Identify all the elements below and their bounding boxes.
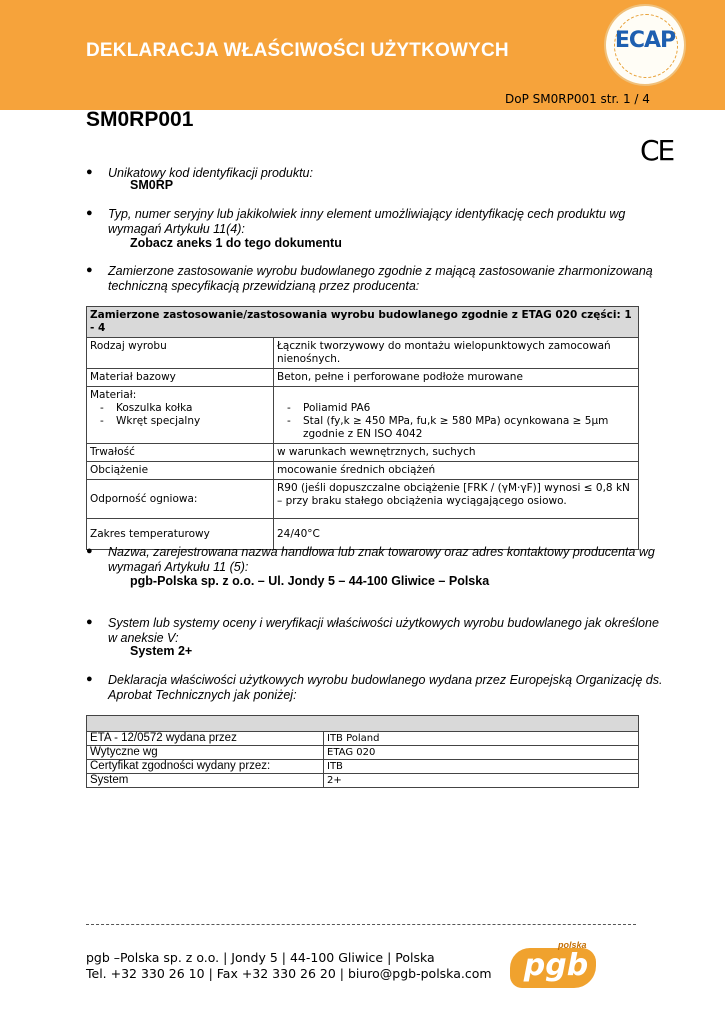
sub-label: - Wkręt specjalny <box>100 415 201 427</box>
bullet-icon: ● <box>86 264 93 276</box>
row-label: ETA - 12/0572 wydana przez <box>87 732 324 746</box>
table-header-cell: Zamierzone zastosowanie/zastosowania wyrobu budowlanego zgodnie z ETAG 020 części: 1 - 4 <box>87 307 639 338</box>
row-value: w warunkach wewnętrznych, suchych <box>274 444 639 462</box>
pgb-logo-text: pgb <box>523 948 589 983</box>
item-value: Zobacz aneks 1 do tego dokumentu <box>130 236 342 250</box>
row-label: Materiał: <box>90 389 137 401</box>
bullet-icon: ● <box>86 673 93 685</box>
bullet-icon: ● <box>86 545 93 557</box>
row-label: Obciążenie <box>87 462 274 480</box>
row-value: ITB <box>324 760 639 774</box>
row-value: Beton, pełne i perforowane podłoże murowane <box>274 369 639 387</box>
row-value-material <box>274 387 639 444</box>
item-value: SM0RP <box>130 178 174 192</box>
table-row <box>87 760 639 774</box>
row-label: Materiał bazowy <box>87 369 274 387</box>
row-label: Odporność ogniowa: <box>87 480 274 519</box>
row-label: System <box>87 774 324 788</box>
table-row <box>87 444 639 462</box>
ecap-logo-text: ECAP <box>614 28 676 53</box>
row-value: 2+ <box>324 774 639 788</box>
item-text: Unikatowy kod identyfikacji produktu: <box>108 166 313 180</box>
table-row <box>87 369 639 387</box>
bullet-icon: ● <box>86 166 93 178</box>
sub-label: - Koszulka kołka <box>100 402 193 414</box>
document-title: DEKLARACJA WŁAŚCIWOŚCI UŻYTKOWYCH <box>86 40 509 61</box>
footer-address: pgb –Polska sp. z o.o. | Jondy 5 | 44-100 Gliwice | Polska <box>86 950 435 965</box>
item-value: pgb-Polska sp. z o.o. – Ul. Jondy 5 – 44-100 Gliwice – Polska <box>130 574 490 588</box>
bullet-icon: ● <box>86 616 93 628</box>
item-value: System 2+ <box>130 644 193 658</box>
table-header-row <box>87 307 639 338</box>
table-row <box>87 732 639 746</box>
row-label: Wytyczne wg <box>87 746 324 760</box>
row-value: mocowanie średnich obciążeń <box>274 462 639 480</box>
row-label: Trwałość <box>87 444 274 462</box>
product-code-heading: SM0RP001 <box>86 108 194 131</box>
bullet-icon: ● <box>86 207 93 219</box>
item-text: Deklaracja właściwości użytkowych wyrobu budowlanego wydana przez Europejską Organizację ds. Aprobat Technicznych jak poniżej: <box>108 673 663 702</box>
item-text: Typ, numer seryjny lub jakikolwiek inny element umożliwiający identyfikację cech produktu wg wymagań Artykułu 11(4): <box>108 207 626 236</box>
row-label: Certyfikat zgodności wydany przez: <box>87 760 324 774</box>
row-value: R90 (jeśli dopuszczalne obciążenie [FRK / (γM·γF)] wynosi ≤ 0,8 kN – przy braku stałego obciążenia wyciągającego osiowo. <box>274 480 639 519</box>
footer-divider <box>86 924 636 925</box>
row-value: ITB Poland <box>324 732 639 746</box>
row-label: Rodzaj wyrobu <box>87 338 274 369</box>
usage-table <box>86 306 639 550</box>
ecap-logo <box>604 4 686 86</box>
item-text: Zamierzone zastosowanie wyrobu budowlanego zgodnie z mającą zastosowanie zharmonizowaną techniczną specyfikacją przewidzianą przez producenta: <box>108 264 653 293</box>
page-reference: DoP SM0RP001 str. 1 / 4 <box>505 92 650 106</box>
row-value: Łącznik tworzywowy do montażu wielopunktowych zamocowań nienośnych. <box>274 338 639 369</box>
item-text: Nazwa, zarejestrowana nazwa handlowa lub znak towarowy oraz adres kontaktowy producenta wg wymagań Artykułu 11 (5): <box>108 545 655 574</box>
row-label-material <box>87 387 274 444</box>
table-row <box>87 462 639 480</box>
footer-contact: Tel. +32 330 26 10 | Fax +32 330 26 20 | biuro@pgb-polska.com <box>86 966 492 981</box>
ce-mark-icon: CE <box>640 134 674 167</box>
table-row <box>87 746 639 760</box>
table-header-row <box>87 716 639 732</box>
pgb-logo <box>510 940 596 988</box>
sub-value: - Poliamid PA6 <box>287 402 371 414</box>
table-row <box>87 774 639 788</box>
row-value: 24/40°C <box>274 519 639 550</box>
table-row <box>87 387 639 444</box>
row-value: ETAG 020 <box>324 746 639 760</box>
row-label: Zakres temperaturowy <box>87 519 274 550</box>
sub-value: - Stal (fy,k ≥ 450 MPa, fu,k ≥ 580 MPa) ocynkowana ≥ 5µm zgodnie z EN ISO 4042 <box>287 415 609 440</box>
table-row <box>87 480 639 519</box>
pgb-logo-small: polska <box>558 940 587 950</box>
table-row <box>87 338 639 369</box>
eta-table <box>86 715 639 788</box>
item-text: System lub systemy oceny i weryfikacji właściwości użytkowych wyrobu budowlanego jak określone w aneksie V: <box>108 616 659 645</box>
